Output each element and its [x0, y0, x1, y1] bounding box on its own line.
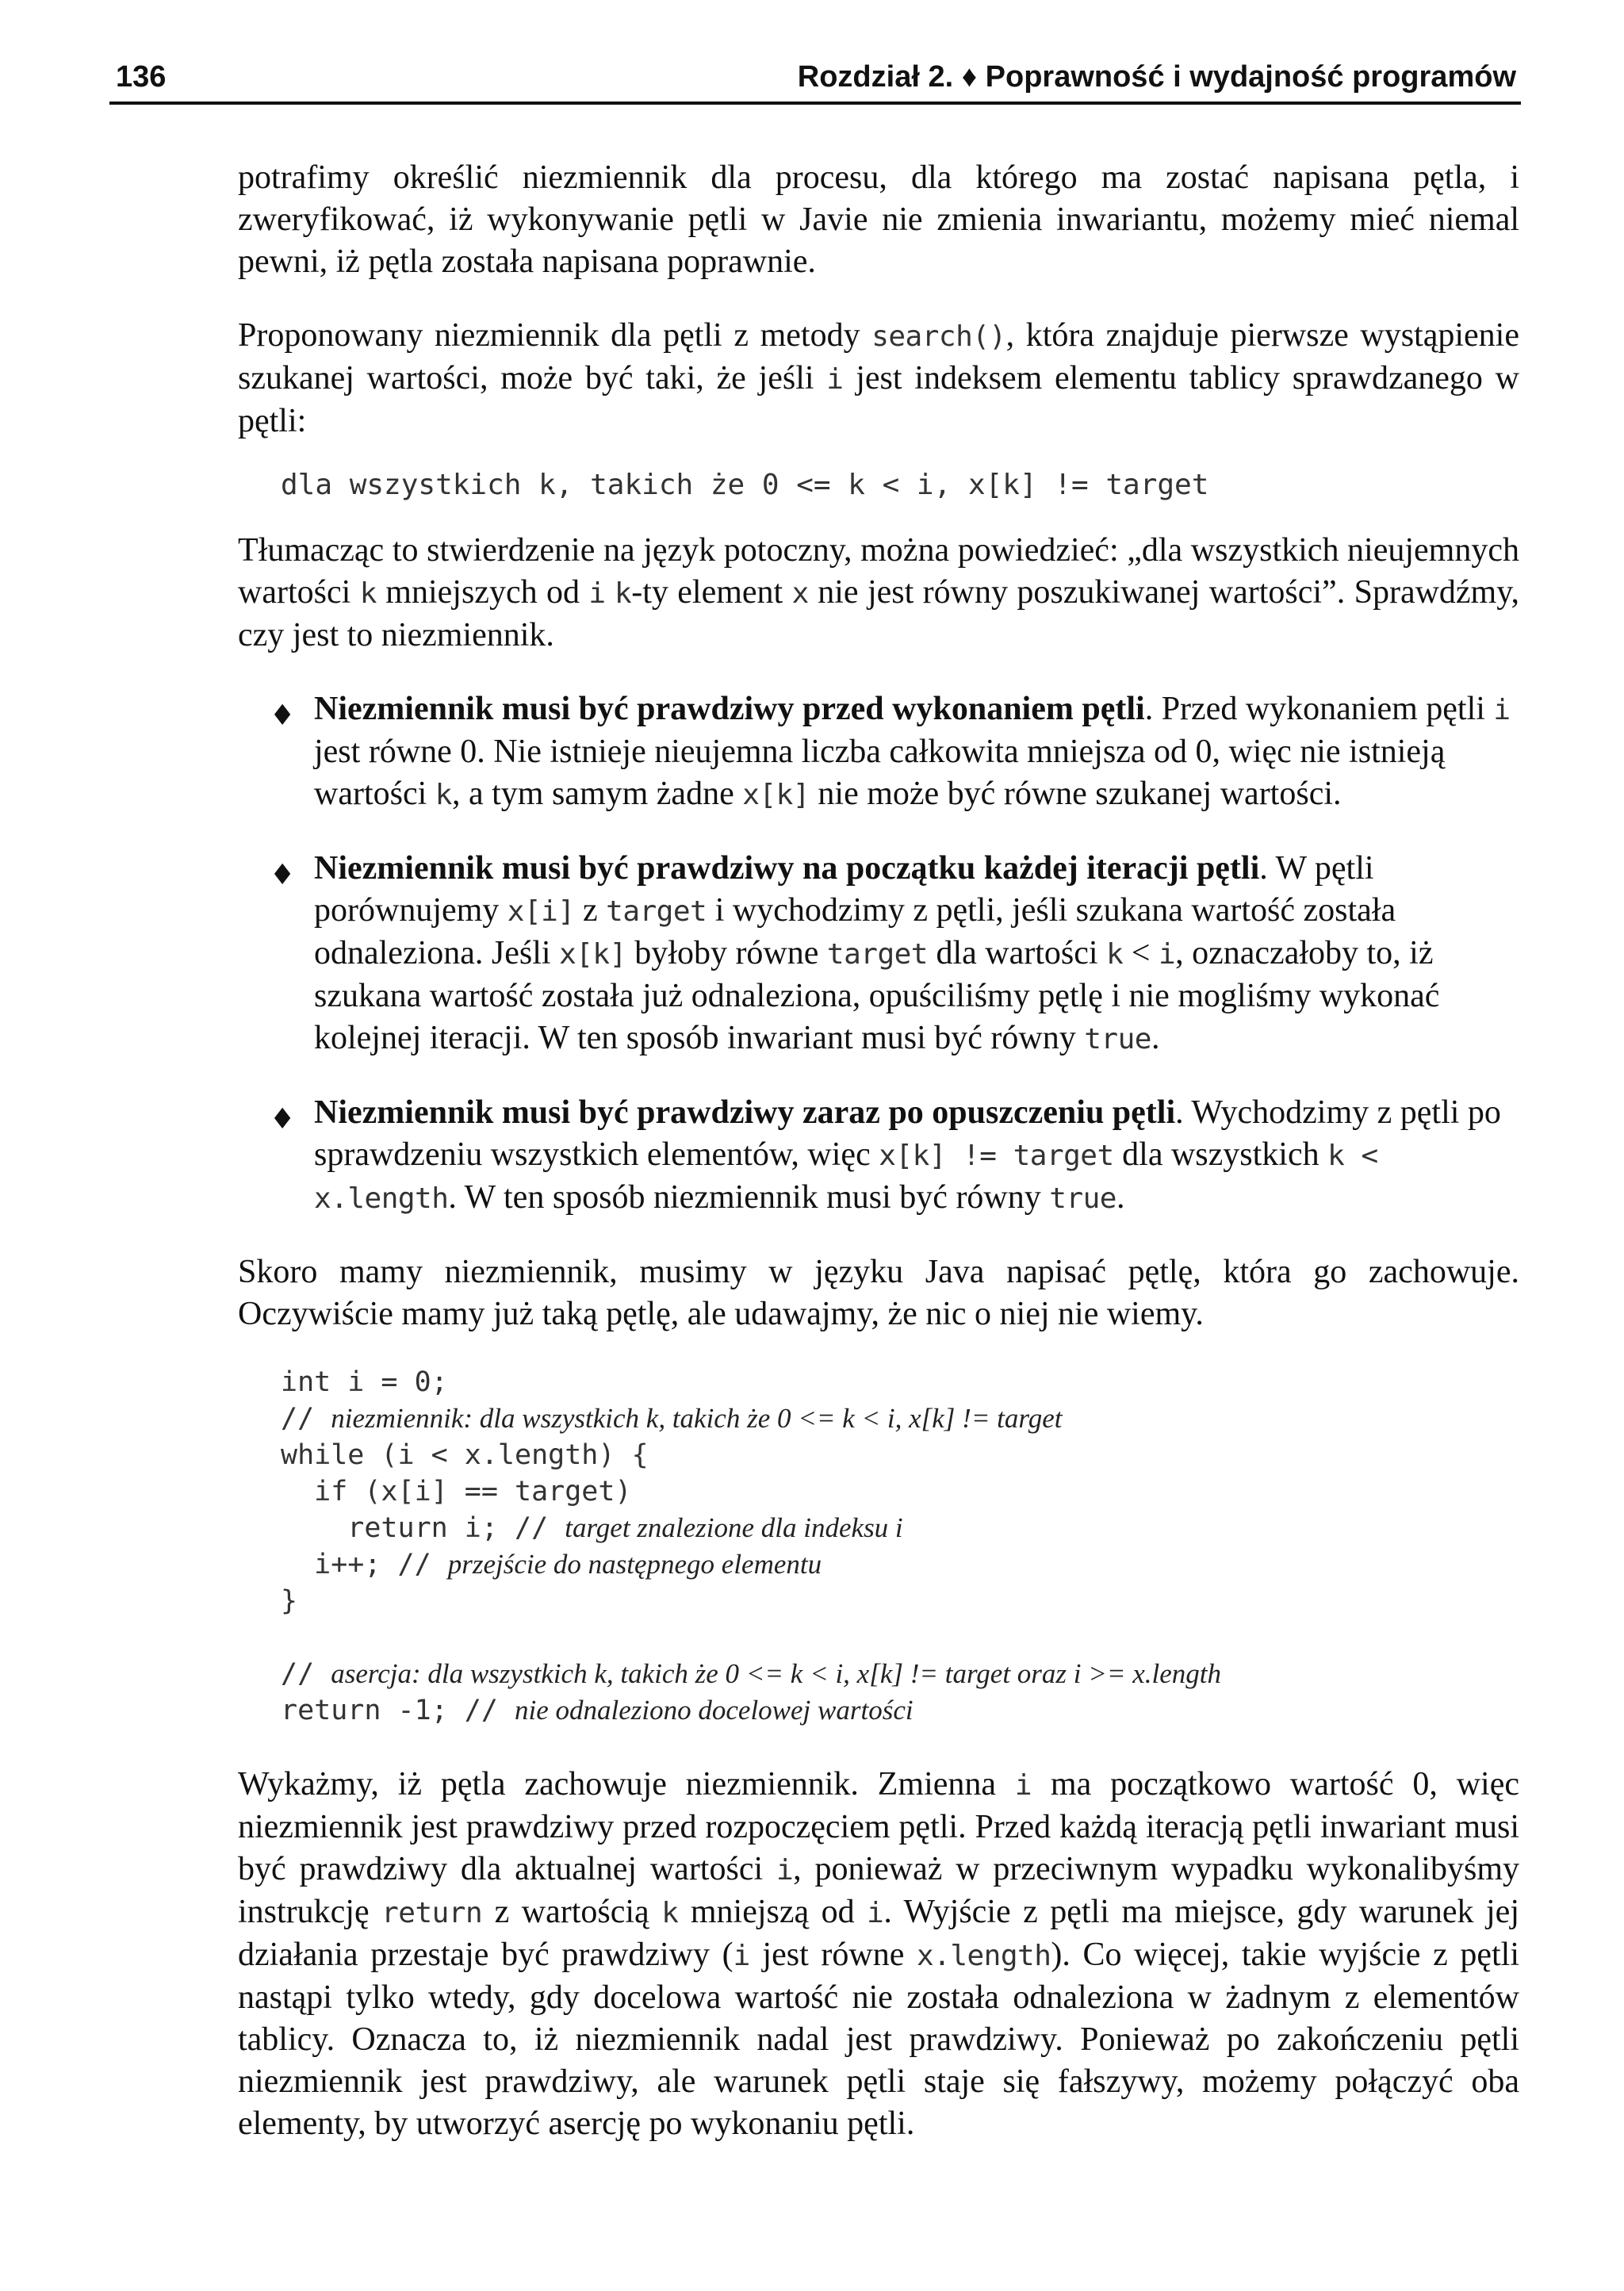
inline-code: true [1084, 1023, 1151, 1055]
list-item [238, 848, 1524, 1060]
inline-code: k [359, 577, 377, 610]
text: < [1123, 935, 1159, 971]
text: i wychodzimy z pętli, jeśli szukana wartość została odnaleziona. Jeśli [314, 892, 1396, 971]
chapter-title: Rozdział 2. ♦ Poprawność i wydajność programów [797, 60, 1516, 94]
code-text: // [281, 1403, 331, 1435]
code-line: int i = 0; [281, 1366, 448, 1398]
page-number: 136 [116, 60, 167, 94]
text: , a tym samym żadne [451, 776, 743, 812]
inline-code: return [381, 1897, 483, 1929]
paragraph-5 [238, 1764, 1519, 2145]
list-item [238, 688, 1524, 816]
text: ). Co więcej, takie wyjście z pętli nastąpi tylko wtedy, gdy docelowa wartość nie została odnaleziona w żadnym z elementów tablicy. Oznacza to, iż niezmiennik nadal jest prawdziwy. Ponieważ po zakończeniu pętli niezmiennik jest prawdziwy, ale warunek pętli staje się fałszywy, możemy połączyć oba elementy, by utworzyć asercję po wykonaniu pętli. [238, 1937, 1519, 2142]
paragraph-3 [238, 530, 1519, 657]
diamond-bullet-icon: ♦ [270, 859, 296, 891]
inline-code: x[k] != target [879, 1140, 1114, 1172]
text: . [1151, 1020, 1160, 1056]
text: dla wszystkich [1113, 1136, 1328, 1173]
text: byłoby równe [626, 935, 827, 971]
code-line [281, 1692, 1519, 1729]
text: ma początkowo wartość 0, więc niezmiennik jest prawdziwy przed rozpoczęciem pętli. Przed każdą iteracją pętli inwariant musi być prawdziwy dla aktualnej wartości [238, 1766, 1519, 1887]
text: jest indeksem elementu tablicy sprawdzanego w pętli: [238, 360, 1519, 439]
code-line [281, 1546, 1519, 1583]
inline-code: i [1014, 1769, 1032, 1802]
text: nie może być równe szukanej wartości. [809, 776, 1342, 812]
text: . W pętli porównujemy [314, 850, 1374, 929]
inline-code: i [588, 577, 606, 610]
code-line: if (x[i] == target) [281, 1476, 632, 1508]
inline-code: x [791, 577, 809, 610]
code-text: // [281, 1658, 331, 1690]
page-body [238, 157, 1519, 2177]
code-line [281, 1656, 1519, 1692]
code-listing [281, 1364, 1519, 1729]
text: . W ten sposób niezmiennik musi być równy [448, 1179, 1050, 1216]
code-comment: target znalezione dla indeksu i [565, 1512, 903, 1543]
inline-code: i [776, 1854, 794, 1887]
code-line: } [281, 1585, 298, 1617]
inline-code: k [435, 779, 452, 811]
bullet-title: Niezmiennik musi być prawdziwy zaraz po opuszczeniu pętli [314, 1094, 1176, 1131]
text: , która znajduje pierwsze wystąpienie szukanej wartości, może być taki, że jeśli [238, 317, 1519, 397]
text: dla wartości [927, 935, 1107, 971]
inline-code: x[k] [559, 938, 626, 971]
text: . [1116, 1179, 1125, 1216]
inline-code: i [1493, 694, 1511, 726]
paragraph-1: potrafimy określić niezmiennik dla procesu, dla którego ma zostać napisana pętla, i zweryfikować, iż wykonywanie pętli w Javie nie zmienia inwariantu, możemy mieć niemal pewni, iż pętla została napisana poprawnie. [238, 159, 1519, 280]
inline-code: k [661, 1897, 679, 1929]
code-comment: przejście do następnego elementu [447, 1549, 822, 1580]
inline-code: i [1158, 938, 1176, 971]
inline-code: search() [871, 320, 1006, 353]
text: jest równe 0. Nie istnieje nieujemna liczba całkowita mniejsza od 0, więc nie istnieją wartości [314, 734, 1446, 812]
diamond-bullet-icon: ♦ [270, 1103, 296, 1136]
code-text: return -1; // [281, 1695, 515, 1726]
text: . Wychodzimy z pętli po sprawdzeniu wszystkich elementów, więc [314, 1094, 1501, 1173]
inline-code: i [826, 363, 844, 396]
code-text: return i; // [281, 1512, 565, 1544]
bullet-title: Niezmiennik musi być prawdziwy na początku każdej iteracji pętli [314, 850, 1260, 887]
paragraph-2 [238, 315, 1519, 442]
list-item [238, 1092, 1524, 1220]
text: . Wyjście z pętli ma miejsce, gdy warunek jej działania przestaje być prawdziwy ( [238, 1894, 1519, 1973]
code-comment: nie odnaleziono docelowej wartości [515, 1695, 914, 1726]
inline-code: x[i] [507, 895, 575, 928]
text: z wartością [482, 1894, 662, 1930]
invariant-conditions-list [238, 688, 1519, 1220]
bullet-title: Niezmiennik musi być prawdziwy przed wykonaniem pętli [314, 691, 1145, 727]
text: Tłumacząc to stwierdzenie na język potoczny, można powiedzieć: „dla wszystkich nieujemnych wartości [238, 532, 1519, 611]
text: , ponieważ w przeciwnym wypadku wykonalibyśmy instrukcję [238, 1851, 1519, 1930]
text: Wykażmy, iż pętla zachowuje niezmiennik. Zmienna [238, 1766, 1015, 1803]
inline-code: k [1106, 938, 1124, 971]
text: mniejszych od [376, 574, 589, 611]
text: -ty element [631, 574, 792, 611]
text: mniejszą od [678, 1894, 868, 1930]
text: jest równe [749, 1937, 917, 1973]
code-line [281, 1400, 1519, 1437]
code-line [281, 1510, 1519, 1546]
inline-code: target [826, 938, 928, 971]
inline-code: x[k] [742, 779, 810, 811]
inline-code: k [615, 577, 632, 610]
inline-code: i [733, 1940, 750, 1972]
invariant-code-line: dla wszystkich k, takich że 0 <= k < i, x[k] != target [281, 469, 1209, 501]
code-line: while (i < x.length) { [281, 1439, 649, 1471]
text: . Przed wykonaniem pętli [1144, 691, 1494, 727]
code-comment: asercja: dla wszystkich k, takich że 0 <= k < i, x[k] != target oraz i >= x.length [331, 1658, 1222, 1689]
inline-code: k < x.length [314, 1140, 1378, 1215]
running-header [109, 56, 1521, 105]
text: z [574, 892, 607, 929]
text: Proponowany niezmiennik dla pętli z metody [238, 317, 872, 354]
code-comment: niezmiennik: dla wszystkich k, takich że 0 <= k < i, x[k] != target [331, 1403, 1063, 1434]
inline-code: target [606, 895, 707, 928]
diamond-bullet-icon: ♦ [270, 699, 296, 732]
inline-code: i [867, 1897, 884, 1929]
text: nie jest równy poszukiwanej wartości”. Sprawdźmy, czy jest to niezmiennik. [238, 574, 1520, 653]
text: , oznaczałoby to, iż szukana wartość została już odnaleziona, opuściliśmy pętlę i nie mogliśmy wykonać kolejnej iteracji. W ten sposób inwariant musi być równy [314, 935, 1440, 1056]
inline-code: x.length [916, 1940, 1051, 1972]
code-text: i++; // [281, 1549, 448, 1580]
paragraph-4: Skoro mamy niezmiennik, musimy w języku Java napisać pętlę, która go zachowuje. Oczywiście mamy już taką pętlę, ale udawajmy, że nic o niej nie wiemy. [238, 1254, 1519, 1332]
code-blank-line [281, 1619, 1519, 1656]
inline-code: true [1049, 1182, 1116, 1215]
